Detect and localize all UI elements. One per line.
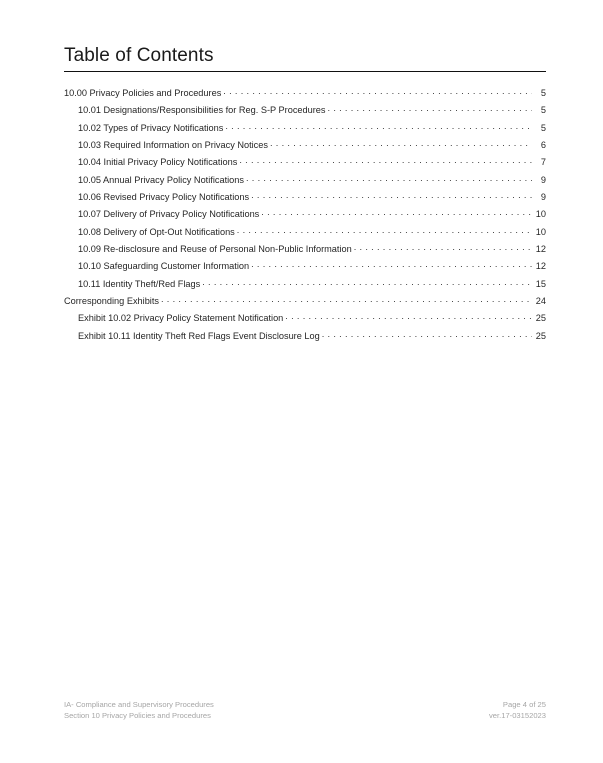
toc-entry-page-number: 15	[535, 278, 546, 289]
toc-entry-title: 10.05 Annual Privacy Policy Notifications	[78, 174, 244, 185]
toc-entry[interactable]	[64, 328, 546, 345]
toc-entry-title: 10.00 Privacy Policies and Procedures	[64, 88, 222, 98]
toc-dot-leader	[246, 173, 532, 183]
toc-entry-page-number: 9	[540, 192, 546, 203]
toc-entry-page-number: 9	[540, 174, 546, 185]
footer-right-block	[489, 700, 546, 721]
toc-entry-title: 10.01 Designations/Responsibilities for Reg. S-P Procedures	[78, 105, 326, 116]
toc-entry[interactable]	[64, 137, 546, 154]
toc-entry[interactable]	[64, 206, 546, 223]
toc-entry-page-number: 25	[535, 313, 546, 324]
toc-entry-title: Exhibit 10.02 Privacy Policy Statement Notification	[78, 313, 284, 324]
toc-entry-page-number: 10	[535, 226, 546, 237]
toc-entry[interactable]	[64, 154, 546, 171]
toc-entry-title: Exhibit 10.11 Identity Theft Red Flags Event Disclosure Log	[78, 330, 320, 341]
toc-dot-leader	[261, 207, 532, 217]
toc-entry-title: 10.09 Re-disclosure and Reuse of Personal Non-Public Information	[78, 244, 352, 255]
toc-dot-leader	[223, 86, 532, 96]
toc-entry-title: 10.06 Revised Privacy Policy Notifications	[78, 192, 250, 203]
toc-entry-title: 10.02 Types of Privacy Notifications	[78, 122, 224, 133]
toc-entry-page-number: 5	[540, 88, 546, 98]
page-footer	[64, 700, 546, 721]
toc-entry-page-number: 12	[535, 244, 546, 255]
toc-entry-title: 10.08 Delivery of Opt-Out Notifications	[78, 226, 235, 237]
footer-page-number: Page 4 of 25	[502, 700, 546, 709]
toc-dot-leader	[161, 294, 532, 304]
toc-entry-page-number: 5	[540, 122, 546, 133]
toc-entry-page-number: 7	[540, 157, 546, 168]
toc-dot-leader	[251, 259, 532, 269]
page-title: Table of Contents	[64, 45, 214, 66]
toc-entry[interactable]	[64, 120, 546, 137]
toc-entry[interactable]	[64, 258, 546, 275]
toc-entry[interactable]	[64, 172, 546, 189]
heading-divider	[64, 71, 546, 72]
toc-entry[interactable]	[64, 293, 546, 310]
toc-entry-page-number: 5	[540, 105, 546, 116]
page-content	[64, 0, 546, 345]
toc-dot-leader	[322, 329, 532, 339]
toc-entry-title: 10.04 Initial Privacy Policy Notifications	[78, 157, 238, 168]
toc-entry[interactable]	[64, 189, 546, 206]
toc-dot-leader	[285, 311, 532, 321]
toc-entry-page-number: 12	[535, 261, 546, 272]
footer-left-block	[64, 700, 214, 721]
toc-entry-page-number: 24	[535, 296, 546, 307]
toc-entry-title: 10.10 Safeguarding Customer Information	[78, 261, 250, 272]
toc-entry-title: Corresponding Exhibits	[64, 296, 159, 307]
footer-section-title: Section 10 Privacy Policies and Procedures	[64, 710, 211, 720]
footer-version: ver.17-03152023	[488, 710, 546, 720]
toc-dot-leader	[237, 225, 532, 235]
toc-entry-page-number: 10	[535, 209, 546, 220]
toc-entry[interactable]	[64, 102, 546, 119]
toc-entry-title: 10.11 Identity Theft/Red Flags	[78, 278, 201, 289]
toc-dot-leader	[202, 277, 532, 287]
toc-entry[interactable]	[64, 276, 546, 293]
toc-entry-page-number: 6	[540, 140, 546, 151]
table-of-contents-list	[64, 85, 546, 345]
toc-dot-leader	[239, 155, 532, 165]
toc-entry-title: 10.03 Required Information on Privacy Notices	[78, 140, 268, 151]
toc-dot-leader	[225, 121, 532, 131]
toc-dot-leader	[328, 103, 532, 113]
toc-entry[interactable]	[64, 85, 546, 102]
toc-entry[interactable]	[64, 241, 546, 258]
footer-document-title: IA- Compliance and Supervisory Procedures	[64, 700, 214, 709]
toc-dot-leader	[270, 138, 532, 148]
toc-entry[interactable]	[64, 224, 546, 241]
toc-entry[interactable]	[64, 310, 546, 327]
toc-dot-leader	[354, 242, 532, 252]
toc-dot-leader	[251, 190, 532, 200]
toc-entry-title: 10.07 Delivery of Privacy Policy Notifications	[78, 209, 260, 220]
toc-entry-page-number: 25	[535, 330, 546, 341]
